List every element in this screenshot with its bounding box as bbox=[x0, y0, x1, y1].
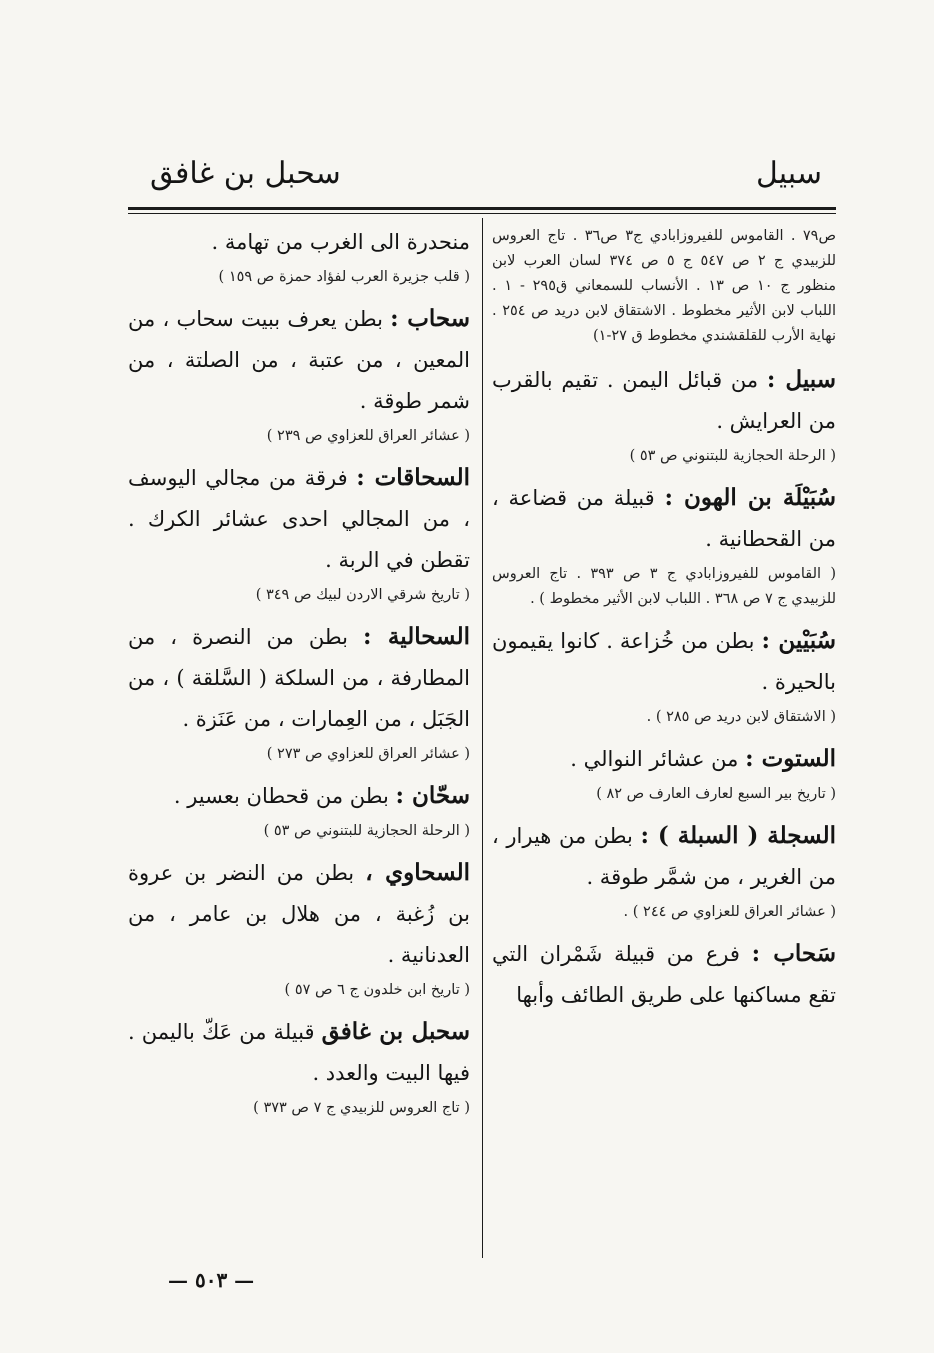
entry bbox=[128, 616, 470, 740]
entry-headword: سبيل : bbox=[766, 366, 836, 393]
right-column bbox=[492, 222, 836, 1016]
entry-headword: سحبل بن غافق bbox=[321, 1018, 470, 1045]
entry bbox=[128, 1011, 470, 1094]
entry-headword: سحاب : bbox=[390, 305, 470, 332]
entry bbox=[128, 298, 470, 422]
entry-source: ( قلب جزيرة العرب لفؤاد حمزة ص ١٥٩ ) bbox=[218, 269, 470, 285]
entry-body: قبيلة من عَكّ باليمن . فيها البيت والعدد . bbox=[128, 1020, 470, 1085]
entry bbox=[492, 738, 836, 780]
header-rule-thin bbox=[128, 213, 836, 214]
entry-body: بطن من النضر بن عروة بن زُغبة ، من هلال بن عامر ، من العدنانية . bbox=[128, 861, 470, 967]
entry-body: بطن من النصرة ، من المطارفة ، من السلكة ( السَّلقة ) ، من الجَبَل ، من العِمارات ، من عَنَزة . bbox=[128, 625, 470, 731]
entry-source: ( تاريخ بير السبع لعارف العارف ص ٨٢ ) bbox=[596, 786, 836, 802]
entry-body: فرقة من مجالي اليوسف ، من المجالي احدى عشائر الكرك . تقطن في الربة . bbox=[128, 466, 470, 572]
running-header-right: سبيل bbox=[756, 156, 822, 191]
entry-body: منحدرة الى الغرب من تهامة . bbox=[211, 230, 470, 254]
entry-headword: سُبَيْلَة بن الهون : bbox=[664, 484, 836, 511]
page-number: — ٥٠٣ — bbox=[168, 1268, 255, 1292]
entry-headword: سُبَيْين : bbox=[761, 627, 836, 654]
entry bbox=[492, 933, 836, 1016]
running-header-left: سحبل بن غافق bbox=[150, 156, 341, 191]
entry-source: ( عشائر العراق للعزاوي ص ٢٣٩ ) bbox=[266, 428, 470, 444]
entry-source: ( القاموس للفيروزابادي ج ٣ ص ٣٩٣ . تاج العروس للزبيدي ج ٧ ص ٣٦٨ . اللباب لابن الأثير مخطوط ) . bbox=[492, 566, 836, 607]
entry-body: قبيلة من قضاعة ، من القحطانية . bbox=[492, 486, 836, 551]
header-rule-thick bbox=[128, 207, 836, 210]
entry bbox=[128, 775, 470, 817]
entry-headword: السحاوي ، bbox=[365, 859, 470, 886]
entry-headword: السحاقات : bbox=[356, 464, 470, 491]
entry-headword: السحالية : bbox=[363, 623, 470, 650]
entry bbox=[128, 222, 470, 263]
entry-source: ( تاريخ ابن خلدون ج ٦ ص ٥٧ ) bbox=[284, 982, 470, 998]
entry-source: ( عشائر العراق للعزاوي ص ٢٤٤ ) . bbox=[623, 904, 836, 920]
continued-references: ص٧٩ . القاموس للفيروزابادي ج٣ ص٣٦ . تاج العروس للزبيدي ج ٢ ص ٥٤٧ ج ٥ ص ٣٧٤ لسان العرب لابن منظور ج ١٠ ص ١٣ . الأنساب للسمعاني ق٢٩٥ - ١ . اللباب لابن الأثير مخطوط . الاشتقاق لابن دريد ص ٢٥٤ . نهاية الأرب للقلقشندي مخطوط ق ٢٧-١) bbox=[492, 228, 837, 344]
entry-headword: الستوت : bbox=[745, 745, 836, 772]
entry bbox=[492, 477, 836, 560]
column-divider bbox=[482, 218, 483, 1258]
entry-headword: سحّان : bbox=[395, 782, 470, 809]
entry-body: من عشائر النوالي . bbox=[570, 747, 746, 771]
entry-source: ( تاريخ شرقي الاردن لبيك ص ٣٤٩ ) bbox=[255, 587, 470, 603]
entry bbox=[492, 815, 836, 898]
entry bbox=[128, 457, 470, 581]
entry bbox=[492, 620, 836, 703]
entry-source: ( الاشتقاق لابن دريد ص ٢٨٥ ) . bbox=[646, 709, 836, 725]
entry-body: بطن من قحطان بعسير . bbox=[173, 784, 396, 808]
entry-body: بطن من هيرار ، من الغرير ، من شمَّر طوقة . bbox=[492, 824, 836, 889]
entry-body: بطن يعرف ببيت سحاب ، من المعين ، من عتبة ، من الصلتة ، من شمر طوقة . bbox=[128, 307, 470, 413]
entry-body: فرع من قبيلة شَمْران التي تقع مساكنها على طريق الطائف وأبها bbox=[492, 942, 836, 1007]
entry bbox=[128, 852, 470, 976]
entry-body: بطن من خُزاعة . كانوا يقيمون بالحيرة . bbox=[492, 629, 836, 694]
entry bbox=[492, 359, 836, 442]
entry-headword: سَحاب : bbox=[751, 940, 836, 967]
entry-source: ( عشائر العراق للعزاوي ص ٢٧٣ ) bbox=[266, 746, 470, 762]
entry-source: ( الرحلة الحجازية للبتنوني ص ٥٣ ) bbox=[629, 448, 836, 464]
left-column bbox=[128, 222, 470, 1129]
entry-headword: السجلة ( السبلة ) : bbox=[640, 822, 837, 849]
entry-source: ( الرحلة الحجازية للبتنوني ص ٥٣ ) bbox=[263, 823, 470, 839]
entry-body: من قبائل اليمن . تقيم بالقرب من العرايش . bbox=[492, 368, 836, 433]
entry-source: ( تاج العروس للزبيدي ج ٧ ص ٣٧٣ ) bbox=[253, 1100, 470, 1116]
